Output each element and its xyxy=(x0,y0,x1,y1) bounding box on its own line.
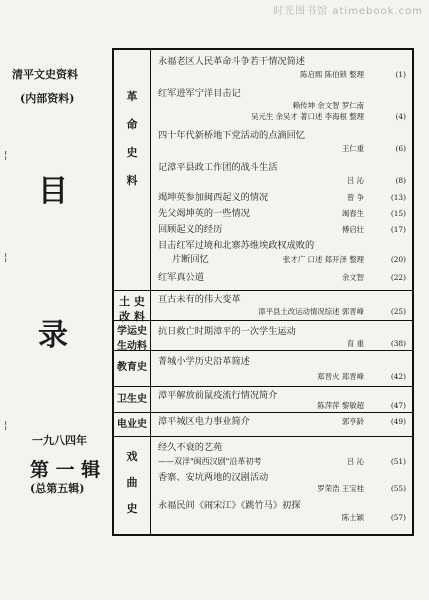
year: 一九八四年 xyxy=(32,434,87,447)
entry-title: 记漳平县政工作团的战斗生活 xyxy=(158,162,278,173)
entry-page: (6) xyxy=(395,144,406,153)
divider xyxy=(114,436,412,437)
entry-title: 亘古未有的伟大变革 xyxy=(158,294,241,305)
entry-title: 香寨、安坑两地的汉剧活动 xyxy=(158,472,269,483)
entry-byline: 育 重 xyxy=(346,339,364,348)
entry-page: (1) xyxy=(395,70,406,79)
section-tudi: 土 史 改 料 xyxy=(119,295,145,323)
toc-char-lu: 录 xyxy=(38,318,68,353)
entry-page: (51) xyxy=(390,457,406,466)
entry-byline: 曾 争 xyxy=(346,193,364,202)
entry-byline: 傅启壮 xyxy=(341,225,364,234)
entry-byline: 吕 沁 xyxy=(346,457,364,466)
entry-title: 永福民间《闹宋江》《跳竹马》初探 xyxy=(158,500,301,511)
entry-title: 漳平解放前鼠疫流行情况简介 xyxy=(158,390,278,401)
entry-page: (15) xyxy=(390,209,406,218)
section-weisheng: 卫生史 xyxy=(117,394,147,405)
left-panel: ¦ ¦ ¦ 清平文史资料 (内部资料) 目 录 一九八四年 第 一 辑 (总第五辑) xyxy=(4,68,101,495)
entry-byline: 陈启熙 陈伯锁 整理 xyxy=(300,70,364,79)
entry-page: (4) xyxy=(395,112,406,121)
entry-byline: 吴元生 余吴才 著口述 李海根 整理 xyxy=(251,112,364,121)
entry-byline: 余文智 xyxy=(341,273,364,282)
section-jiaoyu: 教育史 xyxy=(117,362,147,373)
divider xyxy=(114,386,412,387)
entry-page: (55) xyxy=(390,484,406,493)
entry-page: (38) xyxy=(390,339,406,348)
total-edition: (总第五辑) xyxy=(30,482,85,495)
entry-title: 片断回忆 xyxy=(172,254,209,265)
section-xueyun: 学运史 生动料 xyxy=(117,326,147,352)
entry-page: (57) xyxy=(390,513,406,522)
entry-page: (8) xyxy=(395,176,406,185)
entry-page: (49) xyxy=(390,417,406,426)
entry-byline: 郭亨龄 xyxy=(341,417,364,426)
entry-byline: 陈萍萍 黎敏超 xyxy=(317,401,364,410)
toc-frame xyxy=(112,48,414,536)
entry-page: (17) xyxy=(390,225,406,234)
entry-page: (25) xyxy=(390,307,406,316)
divider xyxy=(114,350,412,351)
entry-page: (47) xyxy=(390,401,406,410)
entry-byline: 王仁重 xyxy=(341,144,364,153)
entry-byline: 竭春生 xyxy=(341,209,364,218)
edition: 第 一 辑 xyxy=(30,459,101,481)
divider xyxy=(114,320,412,321)
entry-title: 抗日救亡时期漳平的一次学生运动 xyxy=(158,326,296,337)
entry-byline: 张才广 口述 郑开泽 整理 xyxy=(283,255,364,264)
entry-byline: 陈士颖 xyxy=(341,513,364,522)
entry-title: 菁城小学历史沿革简述 xyxy=(158,356,250,367)
entry-byline: 郑晋火 郑晋峰 xyxy=(317,372,364,381)
entry-title: 经久不衰的艺苑 xyxy=(158,442,223,453)
internal-label: (内部资料) xyxy=(20,92,75,105)
divider xyxy=(114,290,412,291)
series-title: 清平文史资料 xyxy=(12,68,78,81)
section-dianye: 电业史 xyxy=(117,419,147,430)
toc-char-mu: 目 xyxy=(38,174,68,209)
entry-byline: 漳平县土改运动情况综述 郭晋峰 xyxy=(258,307,364,316)
entry-page: (13) xyxy=(390,193,406,202)
entry-byline: 赖传坤 余文智 罗仁南 xyxy=(292,101,364,110)
entry-title: 永福老区人民革命斗争若干情况简述 xyxy=(158,56,305,67)
section-xiqu: 戏 曲 史 xyxy=(126,450,138,515)
entry-title: 红军进军宁洋目击记 xyxy=(158,88,241,99)
entry-page: (42) xyxy=(390,372,406,381)
column-divider xyxy=(150,50,151,534)
entry-title: 红军真公道 xyxy=(158,272,204,283)
watermark: 时光图书馆 atimebook.com xyxy=(273,6,423,17)
entry-title: 目击红军过境和北寨苏维埃政权成败的 xyxy=(158,240,315,251)
divider xyxy=(114,412,412,413)
section-geming: 革 命 史 料 xyxy=(126,90,138,187)
entry-byline: 罗荣浩 王宝桂 xyxy=(317,484,364,493)
entry-title: 回顾起义的经历 xyxy=(158,224,223,235)
entry-title: 漳平城区电力事业简介 xyxy=(158,416,250,427)
entry-title: 竭坤英参加闽西起义的情况 xyxy=(158,192,269,203)
entry-page: (22) xyxy=(390,273,406,282)
entry-subtitle: ——双洋"闽西汉剧"沿革初考 xyxy=(158,457,262,466)
entry-title: 四十年代新桥地下党活动的点滴回忆 xyxy=(158,130,305,141)
entry-byline: 吕 沁 xyxy=(346,176,364,185)
entry-page: (20) xyxy=(390,255,406,264)
entry-title: 先父竭坤英的一些情况 xyxy=(158,208,250,219)
